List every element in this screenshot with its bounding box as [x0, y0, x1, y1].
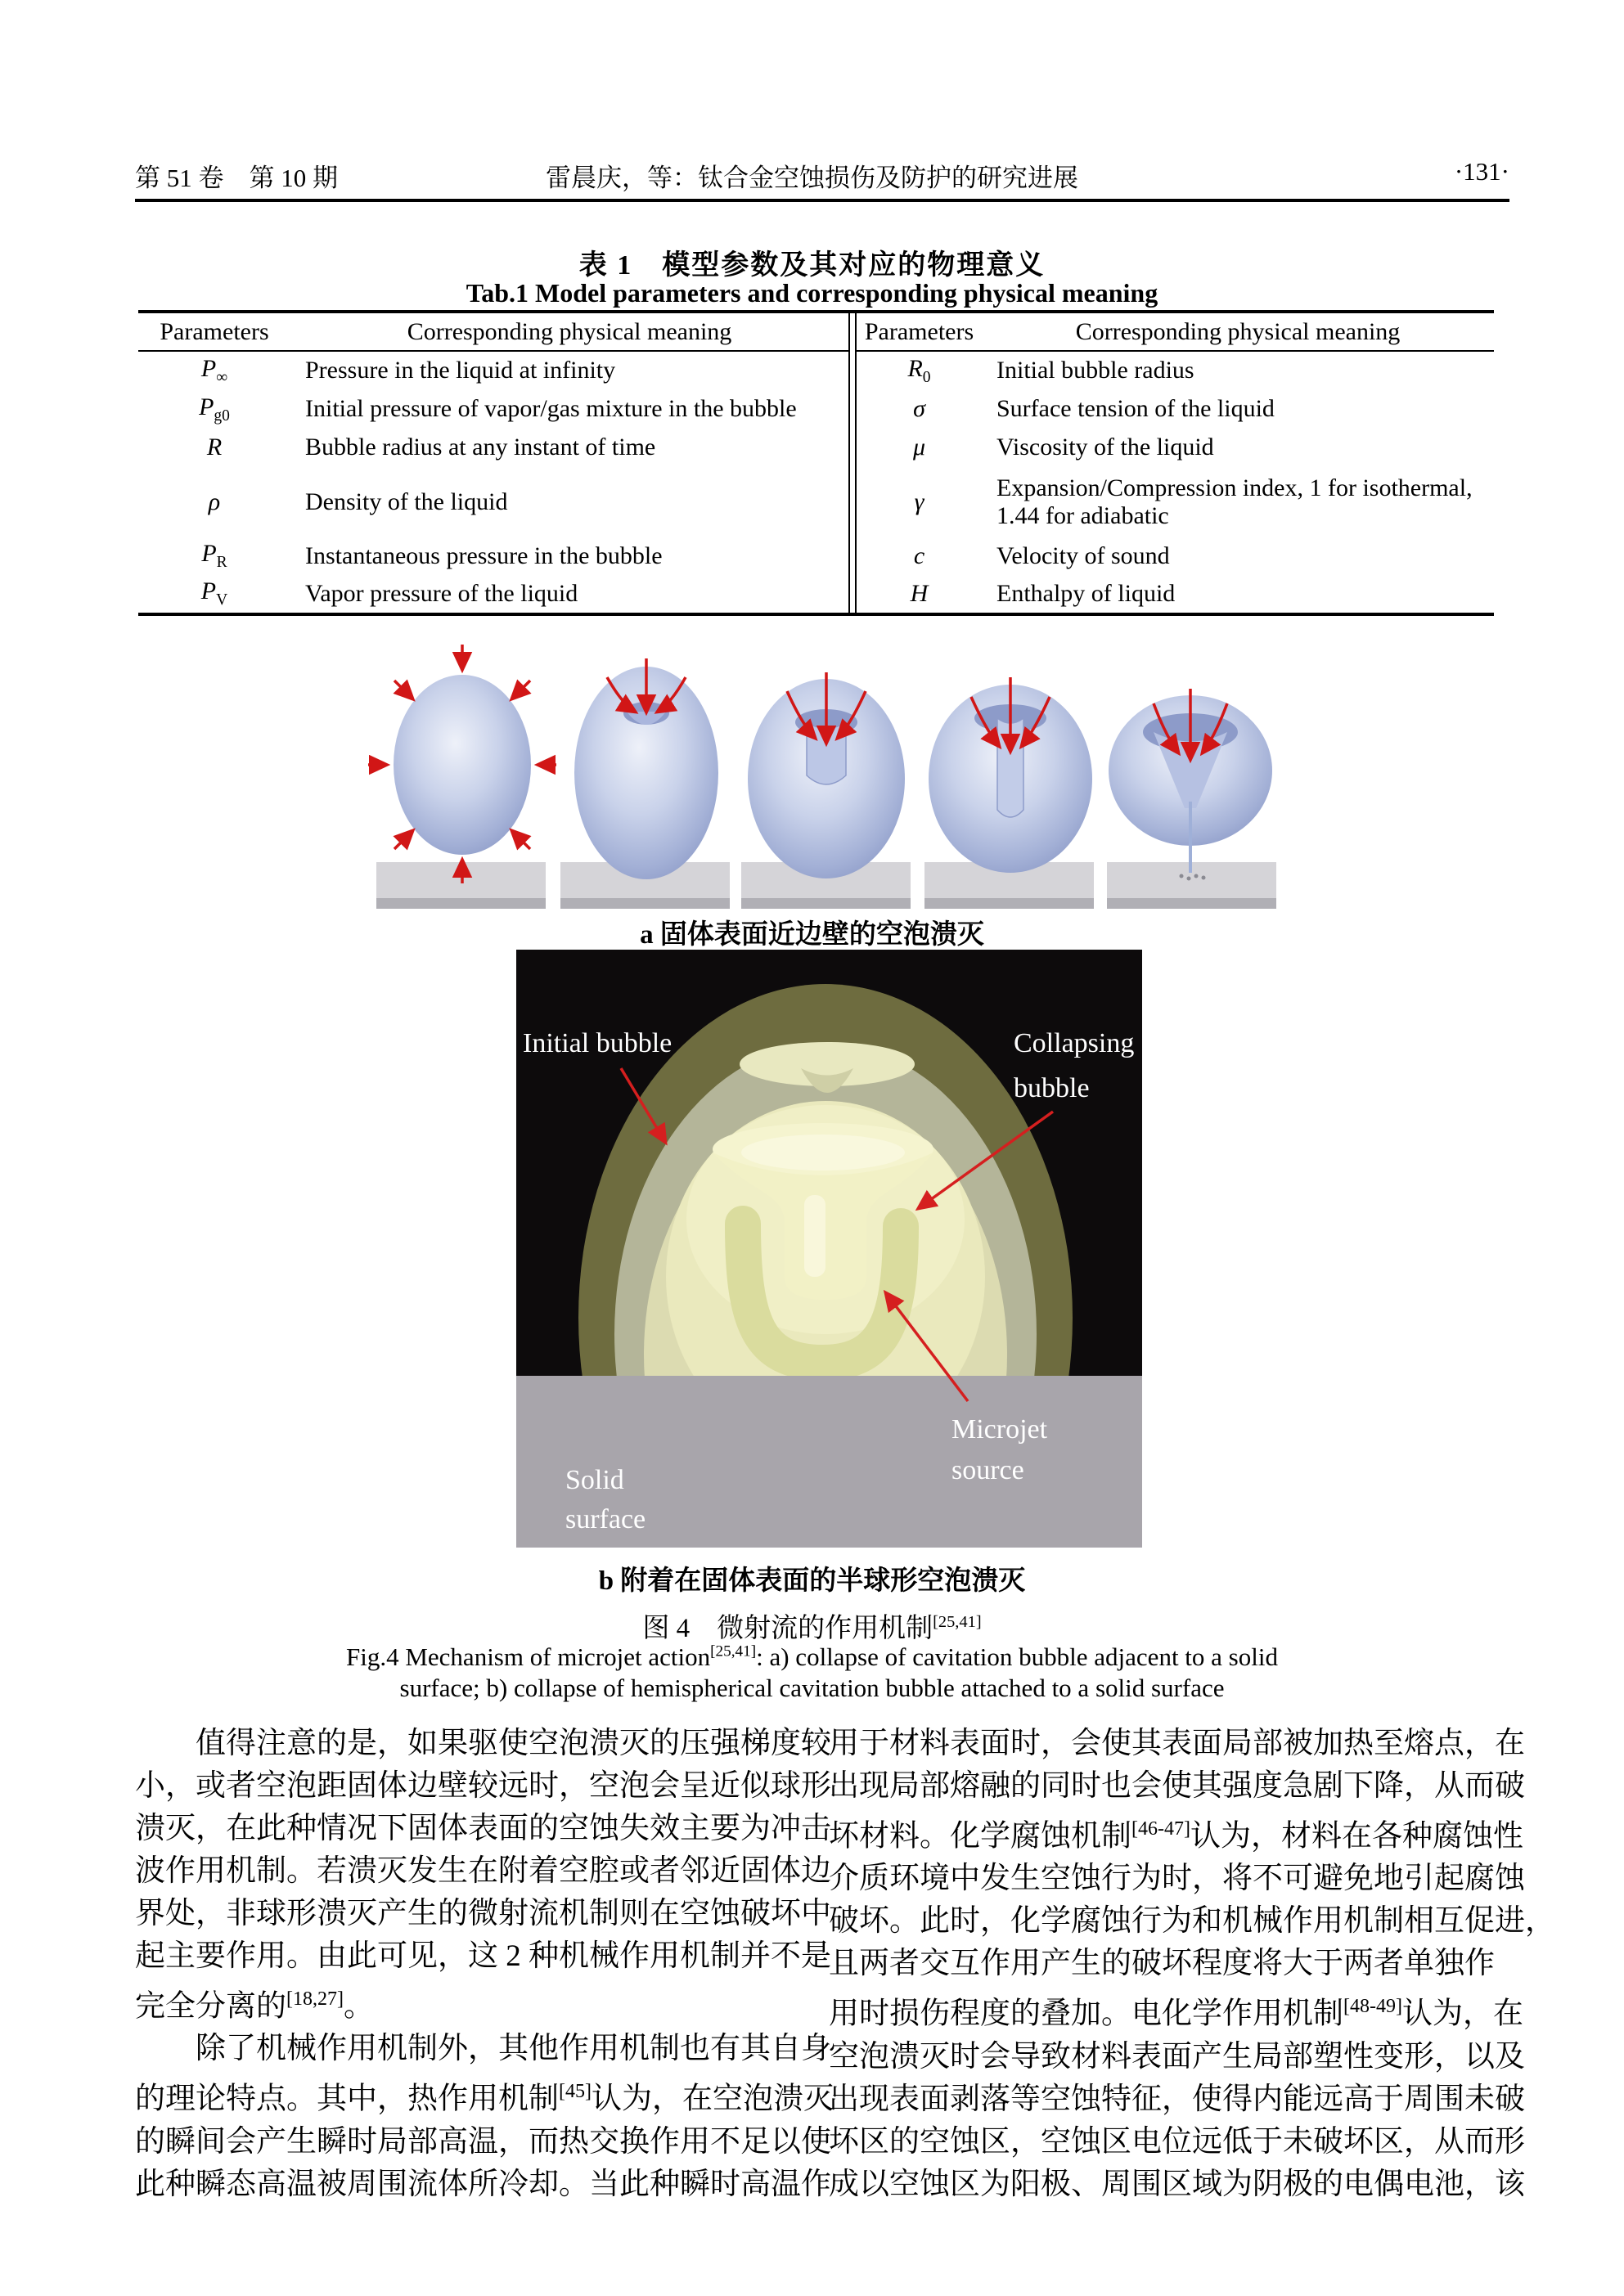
parameter-symbol: μ: [912, 434, 926, 461]
body-text-line: 完全分离的[18,27]。: [135, 1988, 374, 2024]
body-text-line: 空泡溃灭时会导致材料表面产生局部塑性变形，以及: [829, 2039, 1525, 2074]
table-double-divider: [848, 313, 857, 613]
page-number: ·131·: [1454, 157, 1509, 186]
parameter-meaning: Velocity of sound: [996, 541, 1170, 569]
bubble-stage-4: [929, 677, 1092, 873]
parameter-symbol: H: [910, 579, 929, 607]
table-right-half: [857, 313, 1494, 613]
parameter-meaning: Vapor pressure of the liquid: [305, 579, 578, 607]
body-text-line: 此种瞬态高温被周围流体所冷却。当此种瞬时高温作: [135, 2167, 831, 2201]
running-title: 雷晨庆，等：钛合金空蚀损伤及防护的研究进展: [546, 164, 1078, 192]
body-text-line: 出现表面剥落等空蚀特征，使得内能远高于周围未破: [829, 2082, 1525, 2116]
body-text-line: 出现局部熔融的同时也会使其强度急剧下降，从而破: [829, 1769, 1525, 1803]
parameters-table: [138, 310, 1494, 616]
body-column-left: [135, 1723, 834, 2206]
parameter-meaning: Initial pressure of vapor/gas mixture in the bubble: [305, 395, 797, 423]
initial-bubble-label: Initial bubble: [523, 1028, 673, 1058]
parameter-symbol: $R_0$: [907, 354, 931, 386]
solid-surface-label-line1: Solid: [565, 1465, 624, 1495]
parameter-meaning: Surface tension of the liquid: [996, 395, 1275, 423]
solid-surface-label-line2: surface: [565, 1504, 646, 1534]
body-text-line: 的瞬间会产生瞬时局部高温，而热交换作用不足以使: [135, 2124, 831, 2159]
parameter-symbol: $P_R$: [201, 540, 227, 572]
bubble-stage-3: [748, 672, 905, 878]
figure-4a-caption: a 固体表面近边壁的空泡溃灭: [640, 920, 984, 950]
table-left-rows: [138, 352, 848, 613]
body-text-line: 坏区的空蚀区，空蚀区电位远低于未破坏区，从而形: [829, 2124, 1525, 2159]
parameter-meaning: Viscosity of the liquid: [996, 434, 1214, 461]
body-text-line: 溃灭，在此种情况下固体表面的空蚀失效主要为冲击: [135, 1812, 831, 1845]
table-right-header: [857, 313, 1494, 352]
column-header-meaning: Corresponding physical meaning: [407, 317, 732, 345]
collapsing-bubble-label-line1: Collapsing: [1014, 1028, 1135, 1058]
journal-volume-issue: 第 51 卷 第 10 期: [135, 164, 338, 192]
microjet-source-label-line1: Microjet: [951, 1414, 1048, 1445]
parameter-symbol: $P_\infty$: [200, 354, 228, 386]
table-title-en: Tab.1 Model parameters and corresponding physical meaning: [466, 278, 1158, 308]
figure-4-caption-en-line2: surface; b) collapse of hemispherical cavitation bubble attached to a solid surface: [399, 1674, 1225, 1702]
body-text-line: 且两者交互作用产生的破坏程度将大于两者单独作: [829, 1947, 1495, 1981]
parameter-symbol: c: [913, 541, 925, 569]
collapsing-bubble-label-line2: bubble: [1014, 1073, 1090, 1103]
body-text-line: 用于材料表面时，会使其表面局部被加热至熔点，在: [829, 1727, 1525, 1760]
parameter-meaning: Instantaneous pressure in the bubble: [305, 541, 663, 569]
body-text-line: 除了机械作用机制外，其他作用机制也有其自身: [196, 2032, 831, 2066]
table-left-half: [138, 313, 848, 613]
figure-4-caption-zh: 图 4 微射流的作用机制[25,41]: [642, 1613, 982, 1643]
table-right-rows: [857, 352, 1494, 613]
parameter-symbol: $P_{g0}$: [199, 393, 230, 425]
parameter-meaning: Enthalpy of liquid: [996, 579, 1176, 607]
body-text-line: 的理论特点。其中，热作用机制[45]认为，在空泡溃灭: [135, 2081, 834, 2116]
microjet-source-label-line2: source: [951, 1455, 1024, 1485]
figure-4-caption-en-line1: Fig.4 Mechanism of microjet action[25,41]: a) collapse of cavitation bubble adjacent to a solid: [346, 1642, 1278, 1671]
bubble-stage-5: [1109, 689, 1272, 881]
bubble-stage-1: [368, 645, 556, 883]
column-header-parameters: Parameters: [160, 317, 269, 345]
bubble-stage-2: [574, 658, 718, 879]
body-text-line: 坏材料。化学腐蚀机制[46-47]认为，材料在各种腐蚀性: [829, 1818, 1523, 1853]
body-text-line: 介质环境中发生空蚀行为时，将不可避免地引起腐蚀: [829, 1862, 1525, 1896]
figure-4a-bubble-collapse-sequence: [344, 638, 1325, 916]
body-text-line: 用时损伤程度的叠加。电化学作用机制[48-49]认为，在: [829, 1996, 1523, 2031]
body-text-line: 起主要作用。由此可见，这 2 种机械作用机制并不是: [135, 1939, 831, 1973]
body-text-line: 破坏。此时，化学腐蚀行为和机械作用机制相互促进，: [829, 1904, 1555, 1939]
body-text-line: 小，或者空泡距固体边壁较远时，空泡会呈近似球形: [135, 1769, 831, 1803]
header-rule: [135, 199, 1509, 202]
parameter-meaning: Expansion/Compression index, 1 for isothermal, 1.44 for adiabatic: [996, 474, 1473, 529]
body-text-line: 波作用机制。若溃灭发生在附着空腔或者邻近固体边: [135, 1854, 831, 1888]
column-header-meaning: Corresponding physical meaning: [1075, 317, 1401, 345]
body-text-line: 成以空蚀区为阳极、周围区域为阴极的电偶电池，该: [829, 2167, 1525, 2201]
parameter-symbol: γ: [914, 488, 924, 515]
parameter-meaning: Density of the liquid: [305, 488, 508, 515]
parameter-meaning: Pressure in the liquid at infinity: [305, 357, 616, 384]
parameter-symbol: ρ: [208, 488, 221, 515]
parameter-meaning: Initial bubble radius: [996, 357, 1194, 384]
parameter-symbol: $P_V$: [200, 577, 228, 609]
table-left-header: [138, 313, 848, 352]
figure-4b-hemispherical-collapse: [516, 950, 1142, 1548]
column-header-parameters: Parameters: [864, 317, 974, 345]
table-title-zh: 表 1 模型参数及其对应的物理意义: [578, 250, 1046, 281]
figure-4b-caption: b 附着在固体表面的半球形空泡溃灭: [598, 1566, 1026, 1596]
parameter-symbol: σ: [913, 395, 925, 423]
body-column-right: [829, 1723, 1555, 2206]
body-text-line: 值得注意的是，如果驱使空泡溃灭的压强梯度较: [196, 1727, 831, 1760]
parameter-meaning: Bubble radius at any instant of time: [305, 434, 656, 461]
parameter-symbol: R: [206, 434, 223, 461]
body-text-line: 界处，非球形溃灭产生的微射流机制则在空蚀破坏中: [135, 1897, 831, 1930]
